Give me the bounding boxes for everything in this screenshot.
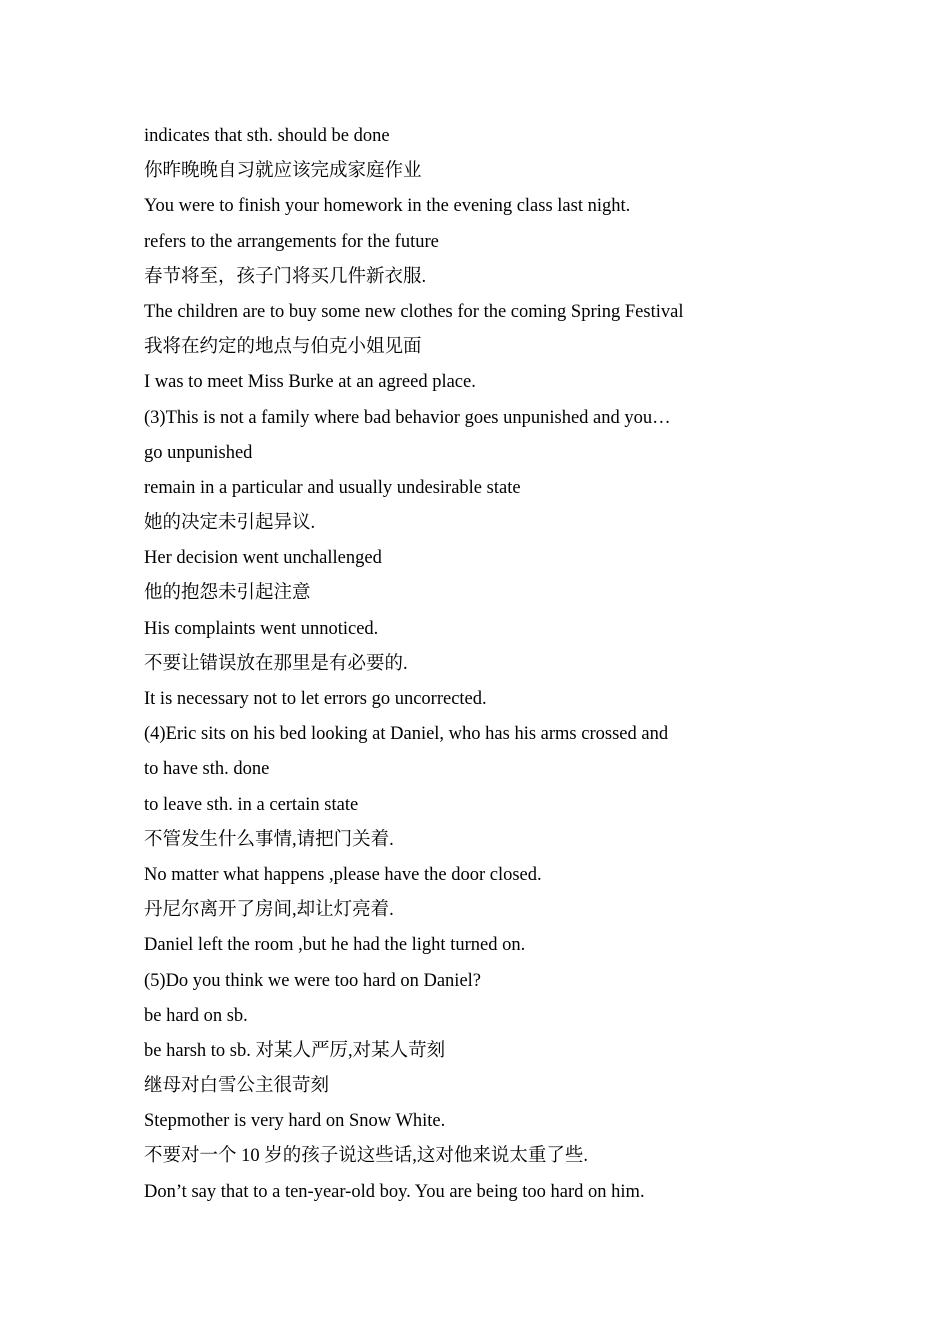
text-line: indicates that sth. should be done — [144, 126, 390, 146]
text-line: Her decision went unchallenged — [144, 548, 382, 569]
text-line: to leave sth. in a certain state — [144, 794, 359, 815]
text-line: go unpunished — [144, 442, 253, 463]
text-line: remain in a particular and usually undesirable state — [144, 477, 521, 498]
section-heading-5: (5)Do you think we were too hard on Daniel? — [144, 970, 482, 991]
text-line: 不要让错误放在那里是有必要的. — [144, 653, 408, 674]
text-line: Don’t say that to a ten-year-old boy. You are being too hard on him. — [144, 1181, 645, 1202]
text-line: 丹尼尔离开了房间,却让灯亮着. — [144, 900, 394, 921]
text-line: 她的决定未引起异议. — [144, 513, 316, 534]
section-heading-4: (4)Eric sits on his bed looking at Daniel, who has his arms crossed and — [144, 724, 669, 745]
text-line: refers to the arrangements for the future — [144, 231, 439, 252]
text-line: No matter what happens ,please have the door closed. — [144, 864, 542, 885]
text-line: 不要对一个 10 岁的孩子说这些话,这对他来说太重了些. — [144, 1146, 589, 1167]
text-line: 春节将至，孩子门将买几件新衣服. — [144, 266, 427, 287]
section-heading-3: (3)This is not a family where bad behavior goes unpunished and you… — [144, 407, 671, 428]
text-line: It is necessary not to let errors go uncorrected. — [144, 689, 487, 709]
text-line: 你昨晚晚自习就应该完成家庭作业 — [144, 161, 422, 182]
text-line: to have sth. done — [144, 759, 270, 780]
text-line: 不管发生什么事情,请把门关着. — [144, 829, 394, 850]
text-line: be harsh to sb. 对某人严厉,对某人苛刻 — [144, 1040, 446, 1061]
text-line: 他的抱怨未引起注意 — [144, 583, 311, 604]
text-line: The children are to buy some new clothes for the coming Spring Festival — [144, 301, 684, 322]
text-line: 继母对白雪公主很苛刻 — [144, 1076, 330, 1097]
text-line: Daniel left the room ,but he had the light turned on. — [144, 935, 526, 956]
text-line: His complaints went unnoticed. — [144, 618, 379, 639]
text-line: I was to meet Miss Burke at an agreed place. — [144, 372, 476, 393]
text-line: Stepmother is very hard on Snow White. — [144, 1111, 446, 1132]
text-line: You were to finish your homework in the evening class last night. — [144, 196, 631, 217]
text-line: 我将在约定的地点与伯克小姐见面 — [144, 337, 422, 358]
document-body — [144, 119, 864, 1210]
text-line: be hard on sb. — [144, 1005, 248, 1026]
